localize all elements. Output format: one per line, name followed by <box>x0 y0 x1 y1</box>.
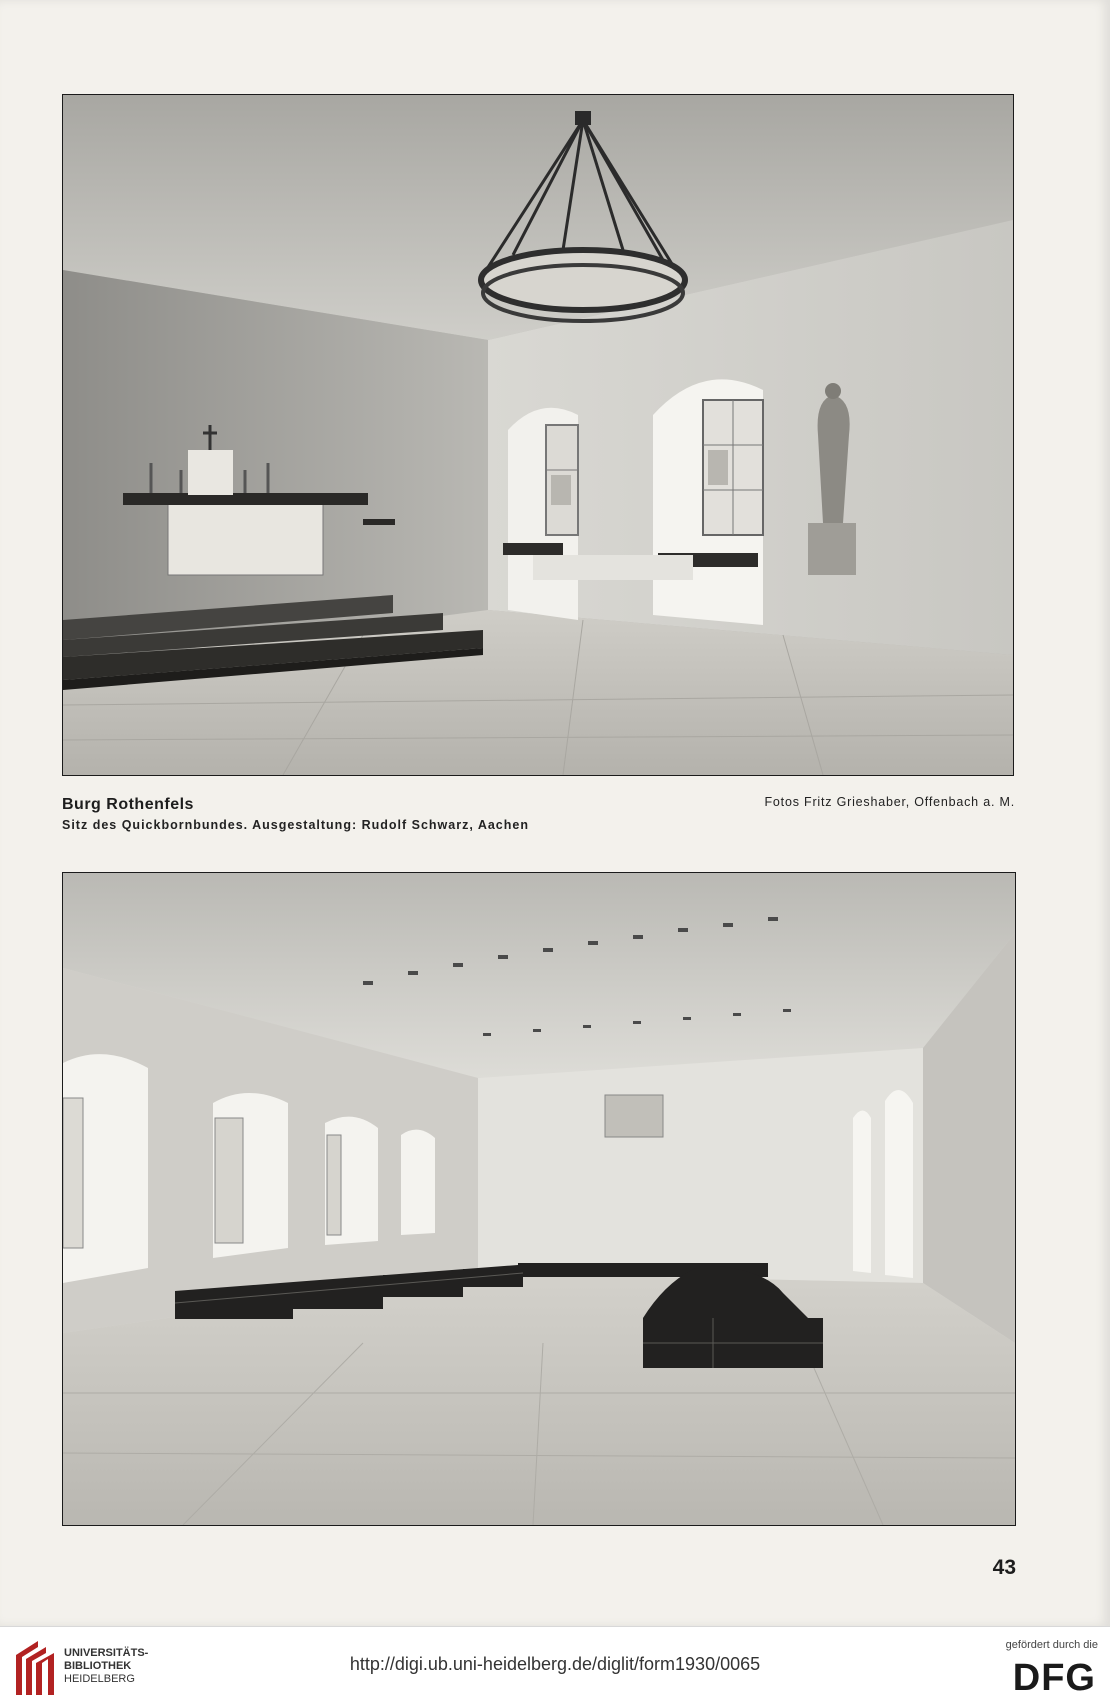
digitization-footer <box>0 1626 1110 1707</box>
hall-photo-drawing <box>63 873 1015 1525</box>
permalink-url[interactable]: http://digi.ub.uni-heidelberg.de/diglit/form1930/0065 <box>349 1654 761 1674</box>
caption-title: Burg Rothenfels <box>62 796 194 813</box>
institution-line-2: BIBLIOTHEK <box>64 1660 132 1672</box>
institution-line-1: UNIVERSITÄTS- <box>64 1647 149 1659</box>
page-number: 43 <box>992 1556 1016 1579</box>
chapel-photo-drawing <box>63 95 1013 775</box>
dfg-logo: DFG <box>1012 1657 1096 1699</box>
institution-line-3: HEIDELBERG <box>64 1673 135 1685</box>
funding-label: gefördert durch die <box>1005 1639 1098 1651</box>
photo-chapel-interior <box>62 94 1014 776</box>
photo-credit: Fotos Fritz Grieshaber, Offenbach a. M. <box>764 795 1015 809</box>
photo-hall-with-benches <box>62 872 1016 1526</box>
caption-subtitle: Sitz des Quickbornbundes. Ausgestaltung: Rudolf Schwarz, Aachen <box>62 818 529 832</box>
